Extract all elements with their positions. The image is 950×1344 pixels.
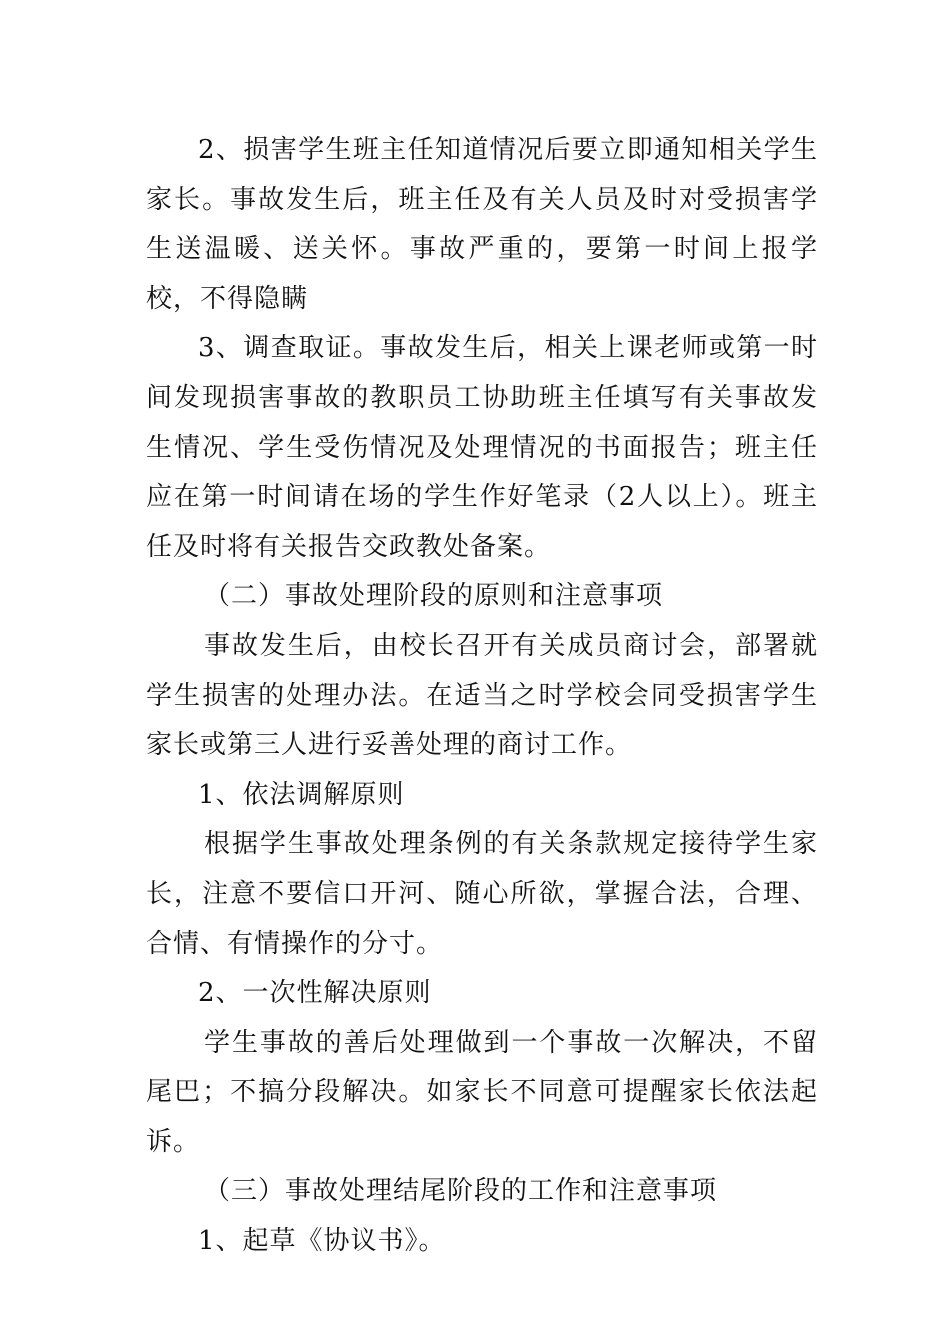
paragraph-handling-intro: 事故发生后，由校长召开有关成员商讨会，部署就学生损害的处理办法。在适当之时学校会同受损害学生家长或第三人进行妥善处理的商讨工作。	[146, 630, 818, 761]
paragraph-one-time-resolution: 学生事故的善后处理做到一个事故一次解决，不留尾巴；不搞分段解决。如家长不同意可提醒家长依法起诉。	[146, 1027, 818, 1157]
document-body	[146, 126, 818, 1267]
paragraph-investigation: 3、调查取证。事故发生后，相关上课老师或第一时间发现损害事故的教职员工协助班主任填写有关事故发生情况、学生受伤情况及处理情况的书面报告；班主任应在第一时间请在场的学生作好笔录（2人以上）。班主任及时将有关报告交政教处备案。	[146, 333, 818, 562]
subheading-mediation-principle: 1、依法调解原则	[198, 779, 405, 810]
subheading-one-time-resolution: 2、一次性解决原则	[198, 978, 432, 1009]
section-heading-closing-stage: （三）事故处理结尾阶段的工作和注意事项	[204, 1176, 718, 1207]
subheading-draft-agreement: 1、起草《协议书》。	[198, 1226, 446, 1257]
paragraph-notify-parents: 2、损害学生班主任知道情况后要立即通知相关学生家长。事故发生后，班主任及有关人员及时对受损害学生送温暖、送关怀。事故严重的，要第一时间上报学校，不得隐瞒	[146, 135, 818, 314]
paragraph-mediation: 根据学生事故处理条例的有关条款规定接待学生家长，注意不要信口开河、随心所欲，掌握合法，合理、合情、有情操作的分寸。	[146, 829, 818, 959]
section-heading-handling-principles: （二）事故处理阶段的原则和注意事项	[204, 581, 664, 612]
